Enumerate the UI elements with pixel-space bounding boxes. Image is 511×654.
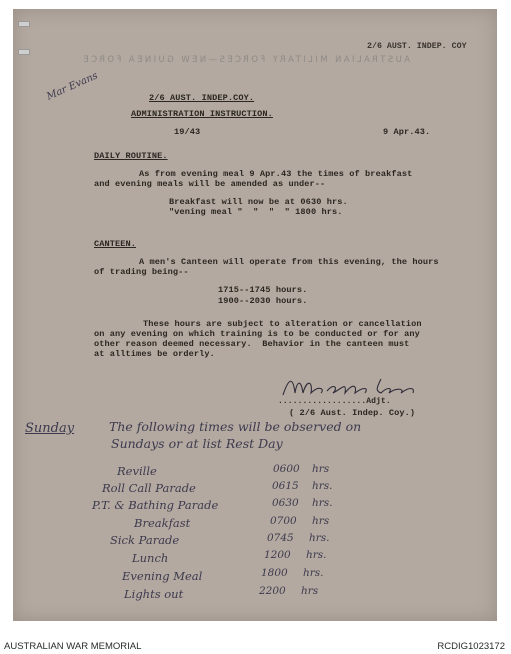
schedule-event: Sick Parade (110, 533, 180, 547)
canteen-hours-1: 1715--1745 hours. (218, 285, 308, 295)
breakfast-time: Breakfast will now be at 0630 hrs. (169, 197, 348, 207)
schedule-event: Reville (117, 464, 157, 478)
schedule-event: Lunch (132, 551, 169, 565)
schedule-unit: hrs (312, 463, 330, 475)
staple-top (18, 21, 30, 27)
daily-routine-heading: DAILY ROUTINE. (94, 151, 168, 161)
schedule-unit: hrs. (303, 567, 324, 579)
footer-source: AUSTRALIAN WAR MEMORIAL (4, 641, 142, 652)
schedule-unit: hrs. (312, 497, 333, 509)
schedule-time: 0745 (267, 532, 294, 544)
handwritten-sunday-title: Sunday (25, 421, 75, 436)
canteen-heading: CANTEEN. (94, 239, 137, 249)
schedule-unit: hrs (312, 515, 330, 527)
schedule-unit: hrs. (312, 480, 333, 492)
daily-routine-line-1: As from evening meal 9 Apr.43 the times of breakfast (139, 169, 413, 179)
canteen-hours-2: 1900--2030 hours. (218, 296, 308, 306)
schedule-time: 1800 (261, 567, 288, 579)
handwritten-line-1: The following times will be observed on (109, 419, 362, 434)
handwritten-name: Mar Evans (45, 70, 100, 103)
schedule-unit: hrs (301, 585, 319, 597)
canteen-line-2: of trading being-- (94, 267, 189, 277)
conditions-line-1: These hours are subject to alteration or cancellation (143, 319, 422, 329)
instruction-title: ADMINISTRATION INSTRUCTION. (131, 109, 273, 119)
daily-routine-line-2: and evening meals will be amended as under-- (94, 179, 326, 189)
letterhead: AUSTRALIAN MILITARY FORCES—NEW GUINEA FORCE (81, 55, 411, 65)
schedule-time: 0600 (273, 463, 300, 475)
conditions-line-4: at alltimes be orderly. (94, 349, 215, 359)
schedule-time: 2200 (259, 585, 286, 597)
schedule-time: 0615 (272, 480, 299, 492)
canteen-line-1: A men's Canteen will operate from this evening, the hours (139, 257, 439, 267)
adjutant-line: ..................Adjt. (278, 397, 391, 406)
schedule-time: 0630 (272, 497, 299, 509)
footer-record-id: RCDIG1023172 (437, 641, 505, 652)
schedule-unit: hrs. (309, 532, 330, 544)
schedule-event: P.T. & Bathing Parade (92, 498, 219, 512)
schedule-event: Breakfast (134, 516, 191, 530)
conditions-line-3: other reason deemed necessary. Behavior in the canteen must (94, 339, 410, 349)
unit-closing: ( 2/6 Aust. Indep. Coy.) (289, 408, 416, 418)
unit-heading: 2/6 AUST. INDEP.COY. (149, 93, 255, 103)
schedule-event: Roll Call Parade (102, 481, 196, 495)
schedule-time: 0700 (270, 515, 297, 527)
evening-meal-time: "vening meal " " " " 1800 hrs. (169, 207, 343, 217)
unit-stamp: 2/6 AUST. INDEP. COY (367, 42, 467, 51)
conditions-line-2: on any evening on which training is to be conducted or for any (94, 329, 420, 339)
handwritten-line-2: Sundays or at list Rest Day (111, 436, 283, 451)
schedule-time: 1200 (264, 549, 291, 561)
schedule-event: Lights out (124, 587, 184, 601)
staple-bottom (18, 49, 30, 55)
schedule-event: Evening Meal (122, 569, 203, 583)
instruction-number: 19/43 (174, 127, 201, 137)
document-page (13, 9, 497, 621)
instruction-date: 9 Apr.43. (383, 127, 431, 137)
schedule-unit: hrs. (306, 549, 327, 561)
